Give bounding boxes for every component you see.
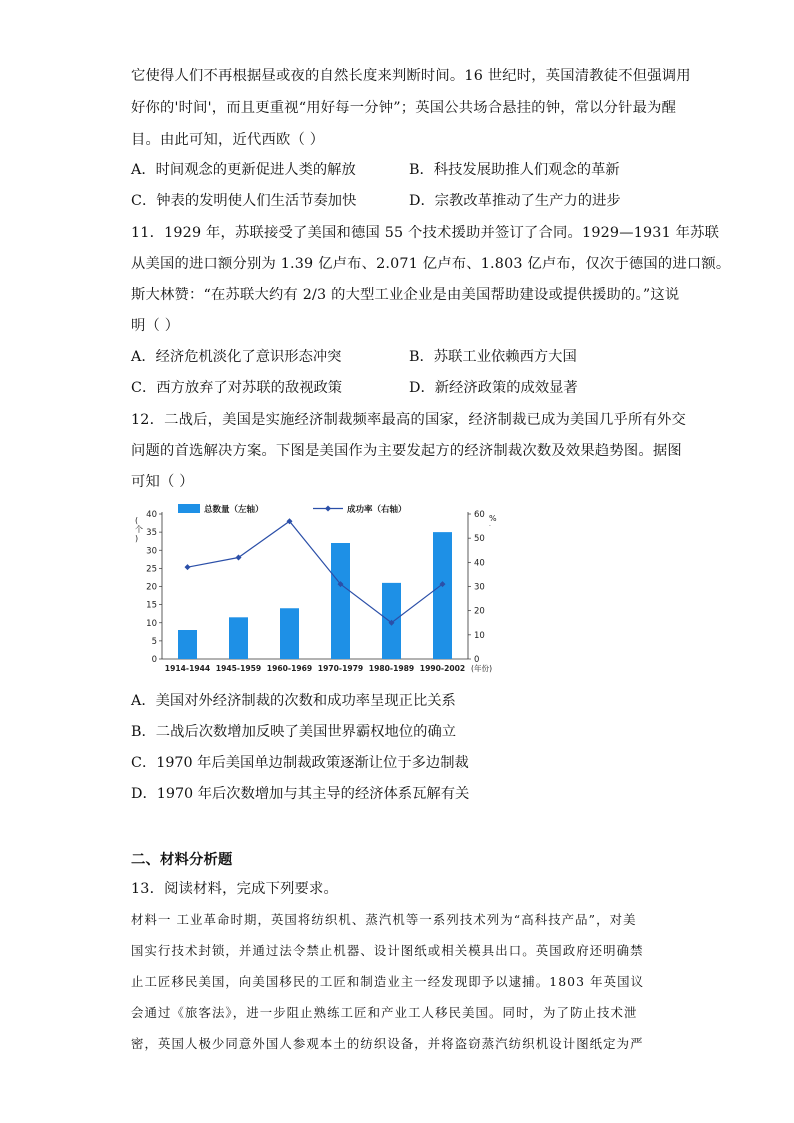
- q13-intro: 13．阅读材料，完成下列要求。: [131, 881, 339, 897]
- q12-line-3: 可知（ ）: [131, 474, 194, 490]
- material-line-1: 材料一 工业革命时期，英国将纺织机、蒸汽机等一系列技术列为“高科技产品”，对美: [131, 912, 637, 927]
- left-tick-label: 5: [151, 636, 157, 647]
- q12-option-c[interactable]: C．1970 年后美国单边制裁政策逐渐让位于多边制裁: [131, 755, 469, 771]
- legend-bar-swatch: [178, 504, 200, 513]
- bar-1945-1959: [229, 617, 248, 659]
- q12-option-d[interactable]: D．1970 年后次数增加与其主导的经济体系瓦解有关: [131, 786, 470, 802]
- right-tick-label: 20: [474, 606, 485, 617]
- q11-line-2: 从美国的进口额分别为 1.39 亿卢布、2.071 亿卢布、1.803 亿卢布，仅次于德国的进口额。: [131, 256, 731, 272]
- bar-1970-1979: [331, 543, 350, 659]
- right-tick-label: 10: [474, 630, 485, 641]
- chart-legend: [178, 504, 407, 515]
- q10-line-3: 目。由此可知，近代西欧（ ）: [131, 132, 325, 148]
- chart-bars: [178, 532, 452, 659]
- x-tick-label: 1914-1944: [164, 664, 211, 673]
- chart-line-series: [185, 518, 446, 626]
- section-title: 二、材料分析题: [131, 852, 233, 868]
- right-tick-label: 0: [474, 655, 480, 665]
- x-tick-label: 1945-1959: [215, 664, 262, 673]
- left-tick-label: 20: [146, 582, 157, 593]
- q11-option-b[interactable]: B．苏联工业依赖西方大国: [409, 349, 577, 365]
- legend-bar-label: 总数量（左轴）: [204, 505, 264, 515]
- q10-option-d[interactable]: D．宗教改革推动了生产力的进步: [409, 193, 621, 209]
- x-tick-label: 1980-1989: [368, 664, 415, 673]
- q10-option-c[interactable]: C．钟表的发明使人们生活节奏加快: [131, 193, 357, 209]
- left-tick-label: 40: [146, 510, 157, 520]
- q11-line-1: 11．1929 年，苏联接受了美国和德国 55 个技术援助并签订了合同。1929—1931 年苏联: [131, 225, 720, 241]
- bar-1914-1944: [178, 630, 197, 659]
- left-tick-label: 35: [146, 528, 157, 539]
- left-tick-label: 10: [146, 618, 157, 629]
- right-axis-unit: %: [489, 514, 497, 523]
- q11-option-a[interactable]: A．经济危机淡化了意识形态冲突: [131, 349, 342, 365]
- right-tick-label: 50: [474, 534, 485, 545]
- left-tick-label: 0: [151, 655, 157, 665]
- x-tick-label: 1990-2002: [419, 664, 466, 673]
- left-tick-label: 15: [146, 600, 157, 611]
- bar-1990-2002: [433, 532, 452, 659]
- q12-line-1: 12．二战后，美国是实施经济制裁频率最高的国家，经济制裁已成为美国几乎所有外交: [131, 412, 686, 428]
- q10-option-b[interactable]: B．科技发展助推人们观念的革新: [409, 162, 620, 178]
- left-axis-unit-open: (: [135, 516, 139, 525]
- x-tick-label: 1960-1969: [266, 664, 313, 673]
- right-tick-label: 40: [474, 558, 485, 569]
- success-rate-point-1914-1944: [185, 564, 191, 570]
- q11-line-3: 斯大林赞：“在苏联大约有 2/3 的大型工业企业是由美国帮助建设或提供援助的。”这说: [131, 287, 680, 303]
- sanctions-chart: [131, 497, 526, 682]
- right-axis-unit-mark: ·: [489, 523, 491, 530]
- chart-x-labels: [165, 663, 492, 673]
- success-rate-line: [188, 521, 443, 623]
- q11-option-c[interactable]: C．西方放弃了对苏联的敌视政策: [131, 380, 343, 396]
- q10-line-1: 它使得人们不再根据昼或夜的自然长度来判断时间。16 世纪时，英国清教徒不但强调用: [131, 68, 691, 84]
- q12-option-a[interactable]: A．美国对外经济制裁的次数和成功率呈现正比关系: [131, 693, 456, 709]
- x-axis-unit: (年份): [471, 664, 493, 673]
- material-line-2: 国实行技术封锁，并通过法令禁止机器、设计图纸或相关模具出口。英国政府还明确禁: [131, 943, 644, 958]
- legend-line-marker: [325, 506, 331, 512]
- right-tick-label: 60: [474, 510, 485, 520]
- q10-line-2: 好你的'时间'，而且更重视“用好每一分钟”；英国公共场合悬挂的钟，常以分针最为醒: [131, 100, 677, 116]
- q12-option-b[interactable]: B．二战后次数增加反映了美国世界霸权地位的确立: [131, 724, 457, 740]
- bar-1960-1969: [280, 608, 299, 659]
- q11-option-d[interactable]: D．新经济政策的成效显著: [409, 380, 578, 396]
- material-line-3: 止工匠移民美国，向美国移民的工匠和制造业主一经发现即予以逮捕。1803 年英国议: [131, 974, 645, 989]
- legend-line-label: 成功率（右轴）: [347, 505, 407, 515]
- left-tick-label: 30: [146, 546, 157, 557]
- material-line-4: 会通过《旅客法》，进一步阻止熟练工匠和产业工人移民美国。同时，为了防止技术泄: [131, 1005, 638, 1020]
- x-tick-label: 1970-1979: [317, 664, 364, 673]
- right-tick-label: 30: [474, 582, 485, 593]
- left-tick-label: 25: [146, 564, 157, 575]
- left-axis-unit-close: ): [135, 534, 139, 543]
- material-line-5: 密，英国人极少同意外国人参观本土的纺织设备，并将盗窃蒸汽纺织机设计图纸定为严: [131, 1036, 644, 1051]
- q11-line-4: 明（ ）: [131, 318, 180, 334]
- q10-option-a[interactable]: A．时间观念的更新促进人类的解放: [131, 162, 356, 178]
- q12-line-2: 问题的首选解决方案。下图是美国作为主要发起方的经济制裁次数及效果趋势图。据图: [131, 443, 682, 459]
- left-axis-unit: 个: [135, 525, 143, 534]
